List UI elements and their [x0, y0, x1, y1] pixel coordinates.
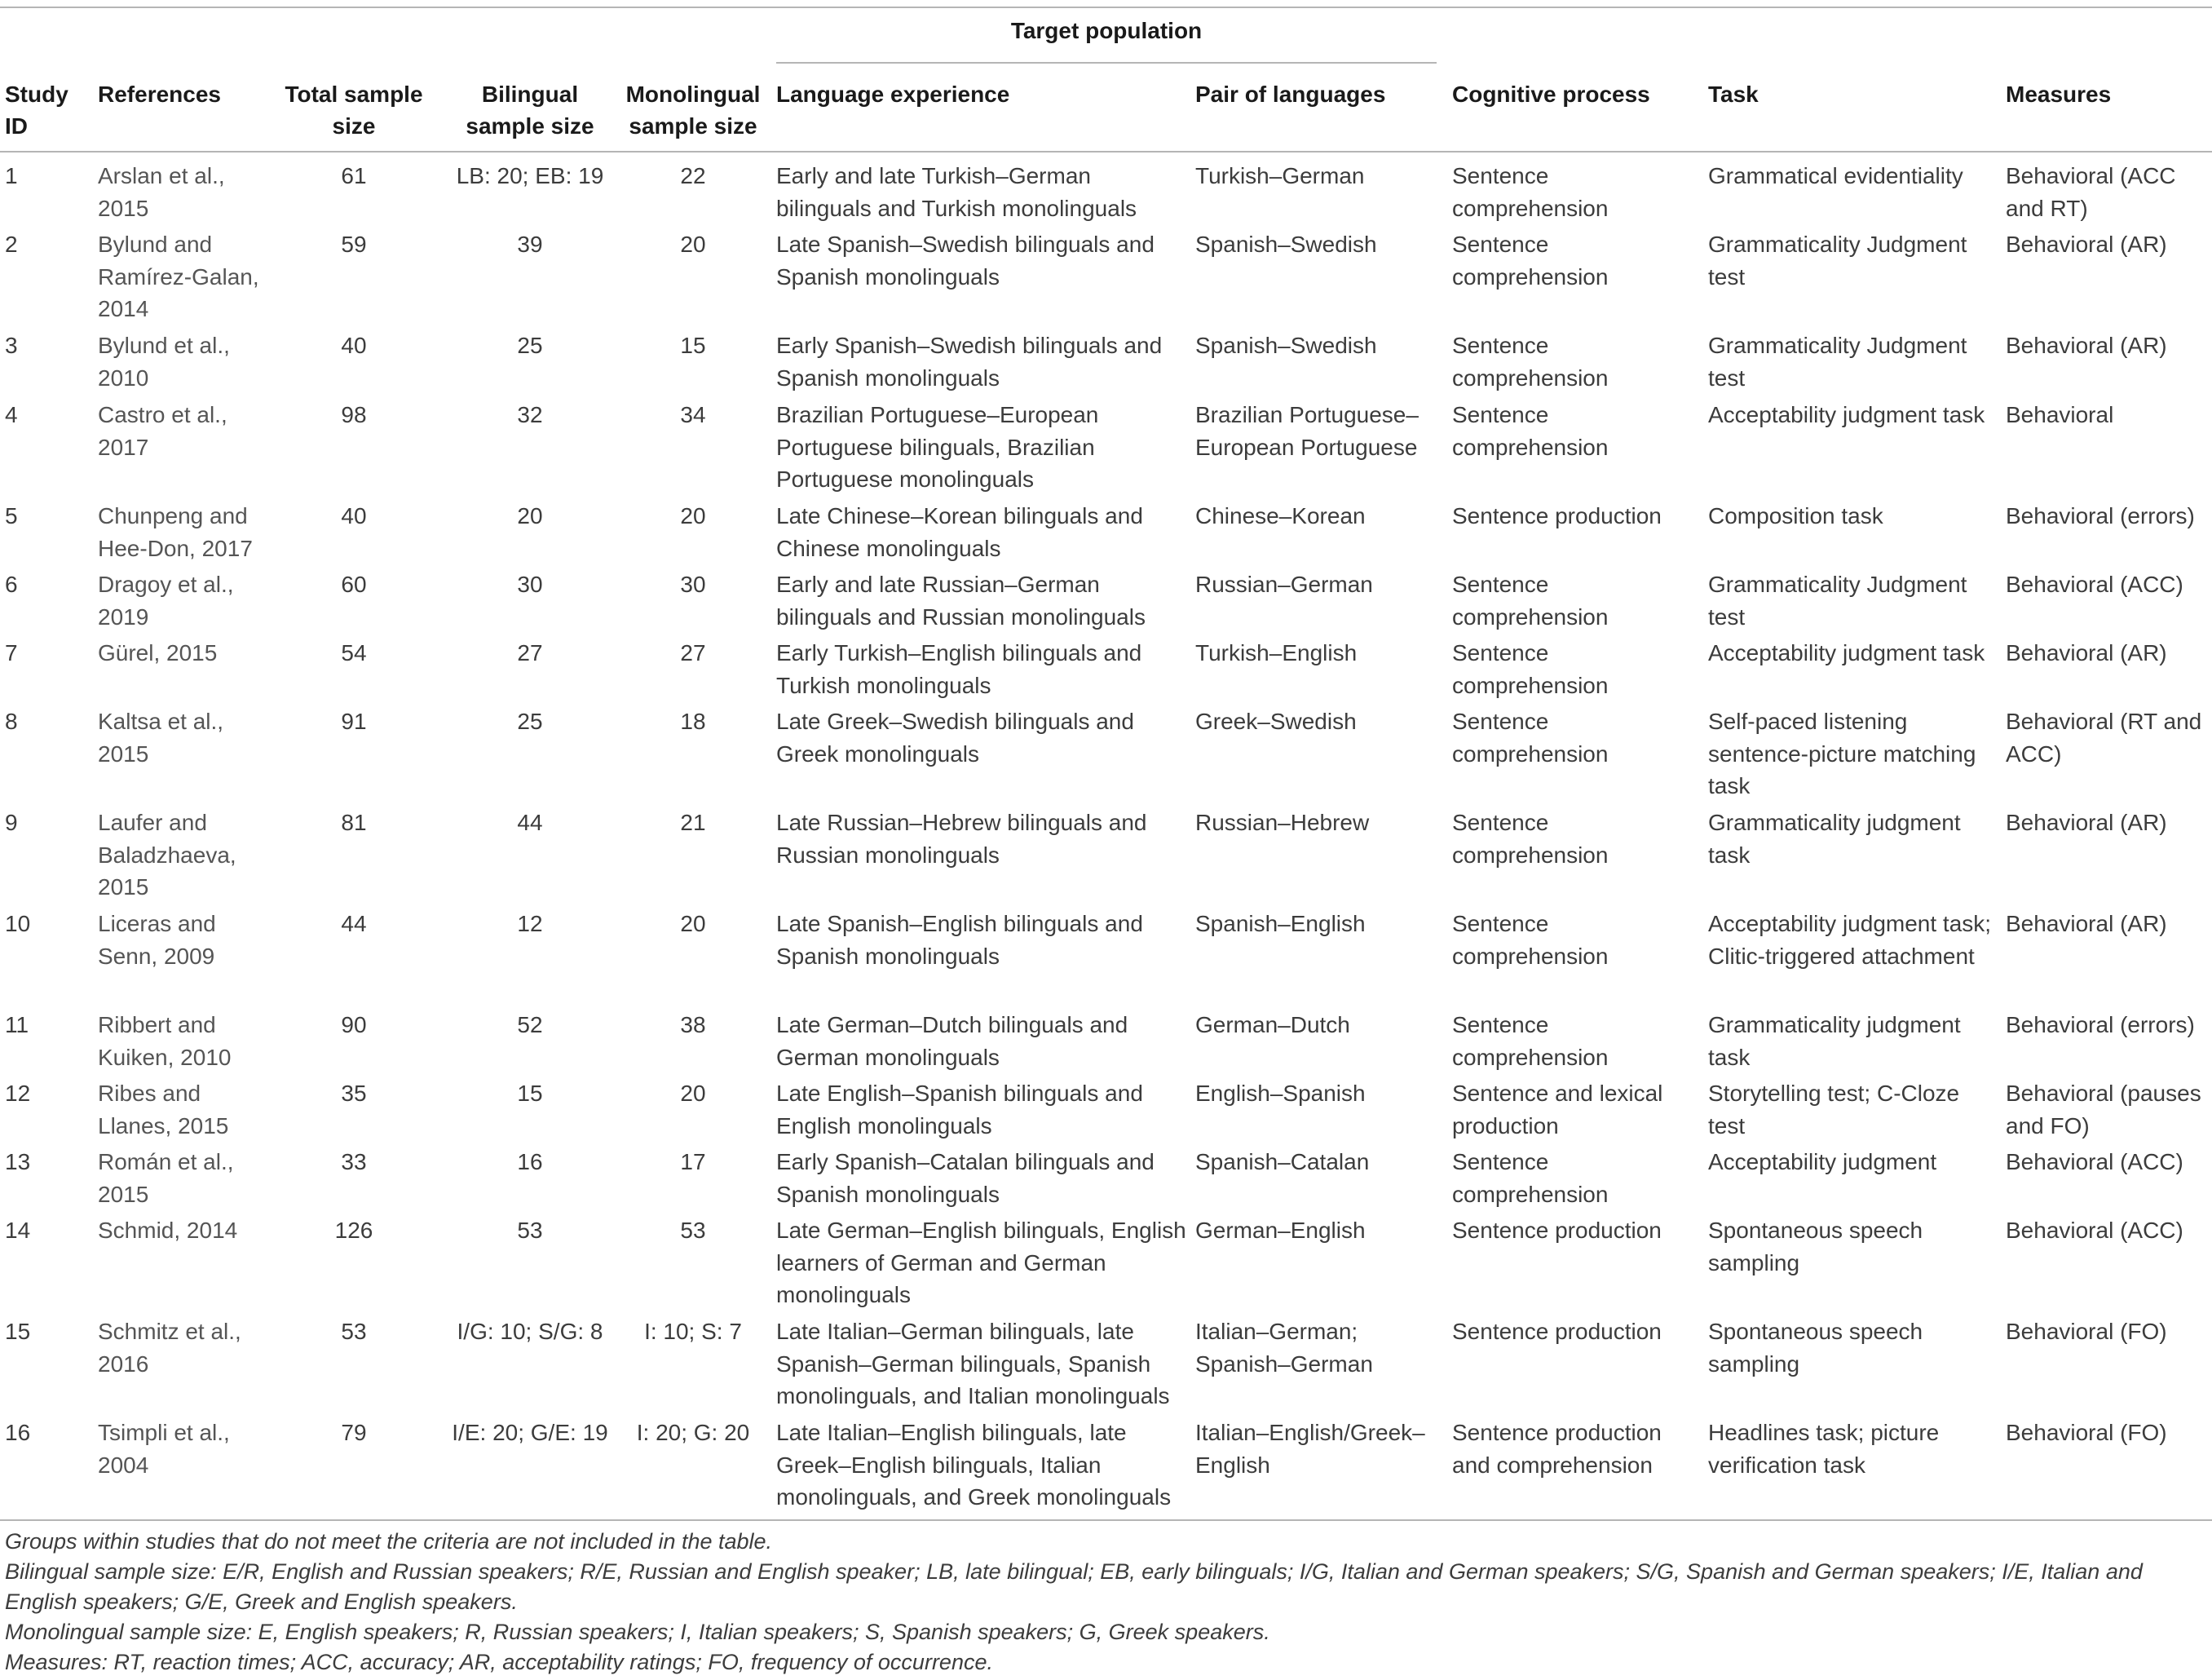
task-cell: Grammaticality Judgment test [1708, 572, 1967, 630]
table-row [0, 500, 2212, 568]
reference-cell: Bylund et al., 2010 [98, 333, 230, 391]
language-experience-cell: Late Spanish–Swedish bilinguals and Spanish monolinguals [776, 232, 1155, 290]
measures-cell: Behavioral (FO) [2006, 1420, 2167, 1445]
header-language-experience: Language experience [776, 82, 1010, 107]
cognitive-process-cell: Sentence comprehension [1452, 1149, 1609, 1207]
study-id-cell: 10 [5, 911, 31, 936]
monolingual-sample-cell: 20 [680, 1081, 706, 1106]
cognitive-process-cell: Sentence comprehension [1452, 163, 1609, 221]
task-cell: Grammaticality judgment task [1708, 1012, 1961, 1070]
monolingual-sample-cell: 17 [680, 1149, 706, 1174]
task-cell: Headlines task; picture verification task [1708, 1420, 1940, 1478]
header-bilingual-sample-size: Bilingual sample size [466, 82, 594, 139]
reference-cell: Chunpeng and Hee-Don, 2017 [98, 503, 253, 561]
task-cell: Self-paced listening sentence-picture matching task [1708, 709, 1976, 798]
monolingual-sample-cell: 38 [680, 1012, 706, 1037]
total-sample-cell: 33 [341, 1149, 367, 1174]
monolingual-sample-cell: 18 [680, 709, 706, 734]
bilingual-sample-cell: LB: 20; EB: 19 [456, 163, 604, 188]
task-cell: Spontaneous speech sampling [1708, 1319, 1923, 1377]
task-cell: Acceptability judgment [1708, 1149, 1937, 1174]
reference-cell: Schmitz et al., 2016 [98, 1319, 241, 1377]
language-pair-cell: Brazilian Portuguese–European Portuguese [1195, 402, 1419, 460]
total-sample-cell: 126 [334, 1218, 373, 1243]
reference-cell: Arslan et al., 2015 [98, 163, 225, 221]
cognitive-process-cell: Sentence comprehension [1452, 810, 1609, 868]
total-sample-cell: 61 [341, 163, 367, 188]
bilingual-sample-cell: 44 [517, 810, 543, 835]
language-pair-cell: Italian–German; Spanish–German [1195, 1319, 1373, 1377]
table-row [0, 1146, 2212, 1214]
language-experience-cell: Late English–Spanish bilinguals and English monolinguals [776, 1081, 1143, 1138]
total-sample-cell: 44 [341, 911, 367, 936]
study-id-cell: 7 [5, 640, 18, 665]
header-references: References [98, 82, 221, 107]
language-pair-cell: Turkish–English [1195, 640, 1358, 665]
total-sample-cell: 98 [341, 402, 367, 427]
header-total-sample-size: Total sample size [285, 82, 423, 139]
measures-cell: Behavioral (errors) [2006, 503, 2195, 528]
table-row [0, 329, 2212, 399]
task-cell: Acceptability judgment task; Clitic-triggered attachment [1708, 911, 1992, 969]
table-row [0, 1077, 2212, 1146]
study-id-cell: 9 [5, 810, 18, 835]
total-sample-cell: 91 [341, 709, 367, 734]
task-cell: Acceptability judgment task [1708, 402, 1985, 427]
language-experience-cell: Early and late Turkish–German bilinguals and Turkish monolinguals [776, 163, 1137, 221]
cognitive-process-cell: Sentence comprehension [1452, 709, 1609, 767]
monolingual-sample-cell: 34 [680, 402, 706, 427]
bilingual-sample-cell: 16 [517, 1149, 543, 1174]
cognitive-process-cell: Sentence comprehension [1452, 640, 1609, 698]
study-id-cell: 12 [5, 1081, 31, 1106]
language-pair-cell: German–Dutch [1195, 1012, 1350, 1037]
language-experience-cell: Late German–English bilinguals, English learners of German and German monolinguals [776, 1218, 1186, 1307]
reference-cell: Laufer and Baladzhaeva, 2015 [98, 810, 236, 900]
measures-cell: Behavioral (RT and ACC) [2006, 709, 2202, 767]
measures-cell: Behavioral (ACC) [2006, 1218, 2183, 1243]
reference-cell: Liceras and Senn, 2009 [98, 911, 216, 969]
language-pair-cell: Spanish–Catalan [1195, 1149, 1370, 1174]
cognitive-process-cell: Sentence comprehension [1452, 911, 1609, 969]
cognitive-process-cell: Sentence production and comprehension [1452, 1420, 1662, 1478]
language-pair-cell: Turkish–German [1195, 163, 1365, 188]
measures-cell: Behavioral (AR) [2006, 810, 2167, 835]
bilingual-sample-cell: 39 [517, 232, 543, 257]
header-rule [0, 151, 2212, 153]
language-experience-cell: Late Greek–Swedish bilinguals and Greek monolinguals [776, 709, 1134, 767]
reference-cell: Ribes and Llanes, 2015 [98, 1081, 229, 1138]
bilingual-sample-cell: I/G: 10; S/G: 8 [457, 1319, 603, 1344]
table-row [0, 568, 2212, 637]
task-cell: Grammaticality Judgment test [1708, 232, 1967, 290]
total-sample-cell: 54 [341, 640, 367, 665]
language-pair-cell: Spanish–Swedish [1195, 232, 1377, 257]
language-experience-cell: Late Spanish–English bilinguals and Spanish monolinguals [776, 911, 1143, 969]
table-note: Groups within studies that do not meet the criteria are not included in the table. [5, 1529, 773, 1554]
total-sample-cell: 60 [341, 572, 367, 597]
total-sample-cell: 40 [341, 333, 367, 358]
language-pair-cell: English–Spanish [1195, 1081, 1366, 1106]
task-cell: Grammatical evidentiality [1708, 163, 1963, 188]
cognitive-process-cell: Sentence comprehension [1452, 402, 1609, 460]
monolingual-sample-cell: 20 [680, 232, 706, 257]
reference-cell: Román et al., 2015 [98, 1149, 234, 1207]
study-id-cell: 8 [5, 709, 18, 734]
language-experience-cell: Early Turkish–English bilinguals and Turkish monolinguals [776, 640, 1142, 698]
table-row [0, 1417, 2212, 1518]
total-sample-cell: 40 [341, 503, 367, 528]
table-row [0, 228, 2212, 329]
table-row [0, 160, 2212, 228]
header-study-id: Study ID [5, 82, 68, 139]
monolingual-sample-cell: I: 10; S: 7 [644, 1319, 742, 1344]
total-sample-cell: 59 [341, 232, 367, 257]
monolingual-sample-cell: I: 20; G: 20 [636, 1420, 750, 1445]
header-task: Task [1708, 82, 1759, 107]
reference-cell: Kaltsa et al., 2015 [98, 709, 224, 767]
language-experience-cell: Late Italian–English bilinguals, late Greek–English bilinguals, Italian monolinguals, and Greek monolinguals [776, 1420, 1172, 1510]
monolingual-sample-cell: 27 [680, 640, 706, 665]
language-experience-cell: Early and late Russian–German bilinguals and Russian monolinguals [776, 572, 1146, 630]
table-notes [5, 1527, 2206, 1678]
bilingual-sample-cell: 52 [517, 1012, 543, 1037]
total-sample-cell: 35 [341, 1081, 367, 1106]
bilingual-sample-cell: 12 [517, 911, 543, 936]
table-row [0, 705, 2212, 807]
language-experience-cell: Late Russian–Hebrew bilinguals and Russian monolinguals [776, 810, 1147, 868]
table-note: Bilingual sample size: E/R, English and Russian speakers; R/E, Russian and English speaker; LB, late bilingual; EB, early bilinguals; I/G, Italian and German speakers; S/G, Spanish and German speakers; I/E, Italian and English speakers; G/E, Greek and English speakers. [5, 1559, 2143, 1614]
cognitive-process-cell: Sentence and lexical production [1452, 1081, 1663, 1138]
cognitive-process-cell: Sentence comprehension [1452, 333, 1609, 391]
measures-cell: Behavioral (ACC) [2006, 572, 2183, 597]
task-cell: Composition task [1708, 503, 1883, 528]
bilingual-sample-cell: 53 [517, 1218, 543, 1243]
study-id-cell: 3 [5, 333, 18, 358]
measures-cell: Behavioral (AR) [2006, 333, 2167, 358]
cognitive-process-cell: Sentence comprehension [1452, 572, 1609, 630]
monolingual-sample-cell: 20 [680, 911, 706, 936]
measures-cell: Behavioral (ACC and RT) [2006, 163, 2176, 221]
bottom-rule [0, 1519, 2212, 1521]
language-pair-cell: Greek–Swedish [1195, 709, 1357, 734]
table-row [0, 1009, 2212, 1077]
monolingual-sample-cell: 20 [680, 503, 706, 528]
measures-cell: Behavioral (errors) [2006, 1012, 2195, 1037]
monolingual-sample-cell: 22 [680, 163, 706, 188]
measures-cell: Behavioral (AR) [2006, 232, 2167, 257]
measures-cell: Behavioral (ACC) [2006, 1149, 2183, 1174]
measures-cell: Behavioral (AR) [2006, 911, 2167, 936]
language-experience-cell: Early Spanish–Swedish bilinguals and Spanish monolinguals [776, 333, 1163, 391]
table-row [0, 637, 2212, 705]
reference-cell: Gürel, 2015 [98, 640, 218, 665]
language-experience-cell: Late German–Dutch bilinguals and German monolinguals [776, 1012, 1128, 1070]
bilingual-sample-cell: 25 [517, 333, 543, 358]
cognitive-process-cell: Sentence comprehension [1452, 232, 1609, 290]
monolingual-sample-cell: 21 [680, 810, 706, 835]
bilingual-sample-cell: 30 [517, 572, 543, 597]
cognitive-process-cell: Sentence production [1452, 503, 1662, 528]
header-measures: Measures [2006, 82, 2112, 107]
bilingual-sample-cell: 15 [517, 1081, 543, 1106]
reference-cell: Castro et al., 2017 [98, 402, 227, 460]
study-id-cell: 6 [5, 572, 18, 597]
total-sample-cell: 90 [341, 1012, 367, 1037]
total-sample-cell: 53 [341, 1319, 367, 1344]
header-pair-of-languages: Pair of languages [1195, 82, 1386, 107]
study-id-cell: 15 [5, 1319, 31, 1344]
language-experience-cell: Early Spanish–Catalan bilinguals and Spanish monolinguals [776, 1149, 1155, 1207]
language-pair-cell: German–English [1195, 1218, 1366, 1243]
language-experience-cell: Brazilian Portuguese–European Portuguese bilinguals, Brazilian Portuguese monolinguals [776, 402, 1099, 492]
measures-cell: Behavioral (AR) [2006, 640, 2167, 665]
table-row [0, 1315, 2212, 1417]
table-row [0, 908, 2212, 1009]
total-sample-cell: 79 [341, 1420, 367, 1445]
task-cell: Grammaticality judgment task [1708, 810, 1961, 868]
group-header-target-population: Target population [1010, 18, 1203, 43]
study-id-cell: 4 [5, 402, 18, 427]
task-cell: Spontaneous speech sampling [1708, 1218, 1923, 1275]
study-id-cell: 11 [5, 1012, 29, 1037]
reference-cell: Tsimpli et al., 2004 [98, 1420, 230, 1478]
language-pair-cell: Chinese–Korean [1195, 503, 1366, 528]
measures-cell: Behavioral (pauses and FO) [2006, 1081, 2201, 1138]
language-pair-cell: Spanish–English [1195, 911, 1366, 936]
reference-cell: Dragoy et al., 2019 [98, 572, 234, 630]
header-monolingual-sample-size: Monolingual sample size [625, 82, 761, 139]
total-sample-cell: 81 [341, 810, 367, 835]
table-note: Measures: RT, reaction times; ACC, accuracy; AR, acceptability ratings; FO, frequency of occurrence. [5, 1650, 993, 1674]
table-note: Monolingual sample size: E, English speakers; R, Russian speakers; I, Italian speakers; S, Spanish speakers; G, Greek speakers. [5, 1620, 1270, 1644]
measures-cell: Behavioral (FO) [2006, 1319, 2167, 1344]
language-pair-cell: Russian–Hebrew [1195, 810, 1370, 835]
language-pair-cell: Italian–English/Greek–English [1195, 1420, 1425, 1478]
bilingual-sample-cell: I/E: 20; G/E: 19 [452, 1420, 608, 1445]
language-experience-cell: Late Italian–German bilinguals, late Spanish–German bilinguals, Spanish monolinguals, and Italian monolinguals [776, 1319, 1170, 1408]
study-id-cell: 5 [5, 503, 18, 528]
reference-cell: Bylund and Ramírez-Galan, 2014 [98, 232, 259, 321]
bilingual-sample-cell: 20 [517, 503, 543, 528]
bilingual-sample-cell: 27 [517, 640, 543, 665]
bilingual-sample-cell: 25 [517, 709, 543, 734]
study-id-cell: 14 [5, 1218, 31, 1243]
top-rule [0, 7, 2212, 8]
monolingual-sample-cell: 53 [680, 1218, 706, 1243]
monolingual-sample-cell: 15 [680, 333, 706, 358]
measures-cell: Behavioral [2006, 402, 2114, 427]
header-cognitive-process: Cognitive process [1452, 82, 1650, 107]
table-row [0, 807, 2212, 908]
language-pair-cell: Russian–German [1195, 572, 1373, 597]
study-id-cell: 1 [5, 163, 18, 188]
bilingual-sample-cell: 32 [517, 402, 543, 427]
task-cell: Storytelling test; C-Cloze test [1708, 1081, 1960, 1138]
language-experience-cell: Late Chinese–Korean bilinguals and Chinese monolinguals [776, 503, 1143, 561]
table-body [0, 160, 2212, 1518]
task-cell: Acceptability judgment task [1708, 640, 1985, 665]
cognitive-process-cell: Sentence production [1452, 1319, 1662, 1344]
group-header-rule [776, 62, 1437, 64]
study-id-cell: 13 [5, 1149, 31, 1174]
table-row [0, 1214, 2212, 1315]
reference-cell: Ribbert and Kuiken, 2010 [98, 1012, 232, 1070]
language-pair-cell: Spanish–Swedish [1195, 333, 1377, 358]
study-id-cell: 16 [5, 1420, 31, 1445]
cognitive-process-cell: Sentence comprehension [1452, 1012, 1609, 1070]
cognitive-process-cell: Sentence production [1452, 1218, 1662, 1243]
study-id-cell: 2 [5, 232, 18, 257]
monolingual-sample-cell: 30 [680, 572, 706, 597]
table-row [0, 399, 2212, 500]
reference-cell: Schmid, 2014 [98, 1218, 238, 1243]
task-cell: Grammaticality Judgment test [1708, 333, 1967, 391]
